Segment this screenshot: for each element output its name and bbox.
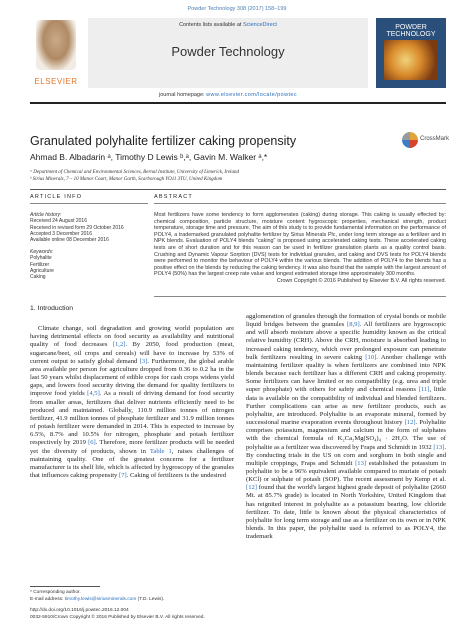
citation-link[interactable]: [13]	[433, 443, 445, 451]
footnote-divider	[30, 586, 100, 587]
abstract-bottom-divider	[154, 296, 446, 297]
keyword-item: Fertilizer	[30, 261, 50, 268]
paragraph-text: agglomeration of granules through the formation of crystal bonds or mobile liquid bridges between the granules	[246, 313, 446, 329]
crossmark-icon	[402, 132, 418, 148]
email-label: E-mail address:	[30, 597, 65, 602]
sciencedirect-link[interactable]: ScienceDirect	[242, 22, 277, 28]
journal-masthead	[30, 18, 446, 98]
citation-link[interactable]: [4,5]	[87, 390, 100, 398]
contents-prefix: Contents lists available at	[179, 22, 243, 28]
article-info-divider	[30, 203, 148, 204]
footnote-corresponding: * Corresponding author.	[30, 590, 81, 595]
affiliation-a: ᵃ Department of Chemical and Environmental Sciences, Bernal Institute, University of Limerick, Ireland	[30, 170, 239, 175]
citation-link[interactable]: [1,2]	[112, 341, 126, 349]
citation-link[interactable]: [10]	[365, 353, 377, 361]
paragraph-text: . As a result of driving demand for food security from smaller areas, fertilizers that deliver nutrients efficiently need to be produced and maintained. Globally, 110.9 million tonnes of nitrogen fertilizer, 41.9 million tonnes of phosphate fertilizer and 31.9 million tonnes of potash fertilizer were demanded in 2014. This is expected to increase by 6.5%, 8.7% and 10.5% for nitrogen, phosphate and potash fertilizer respectively by 2019	[30, 390, 234, 447]
cover-title: POWDER TECHNOLOGY	[386, 24, 436, 38]
cover-image	[384, 40, 438, 80]
citation-link[interactable]: [13]	[355, 459, 367, 467]
masthead-divider	[30, 102, 446, 104]
abstract-body	[154, 212, 446, 285]
abstract-copyright: Crown Copyright © 2016 Published by Elsevier B.V. All rights reserved.	[276, 277, 446, 284]
citation-link[interactable]: [6]	[88, 439, 96, 447]
article-info-heading: ARTICLE INFO	[30, 194, 83, 200]
paragraph-text: , raises challenges of maintaining quality. One of the greatest concerns for a fertilizer manufacturer is its shelf life, which is affected by hygroscopy of the granules that influences caking propensity	[30, 447, 234, 479]
doi-link[interactable]: http://dx.doi.org/10.1016/j.powtec.2016.12.004	[30, 608, 129, 613]
history-received: Received 24 August 2016	[30, 218, 87, 225]
paragraph-text: Climate change, soil degradation and growing world population are having detrimental effects on food security as availability and nutritional quality of food decreases	[30, 325, 234, 349]
citation-link[interactable]: [11]	[418, 386, 430, 394]
history-accepted: Accepted 3 December 2016	[30, 230, 92, 237]
keywords-label: Keywords:	[30, 249, 54, 255]
paragraph-text: . By conducting trials in the US on corn and sorghum in both single and multiple croppings, Fraps and Schmidt	[246, 443, 446, 467]
paragraph-text: established the potassium in polyhalite to be a 96% equivalent available compared to muriate of potash (KCl) or sulphate of potash (SOP). The recent assessment by Kemp et al.	[246, 459, 446, 484]
keyword-item: Caking	[30, 274, 46, 281]
paragraph-text: , little data is available on the compatibility of individual and blended fertilizers. Further complications can arise as new fertilizer products, such as polyhalite, are introduced. Polyhalite is an evaporate mineral, formed by successional marine evaporation events throughout history	[246, 386, 446, 427]
history-revised: Received in revised form 29 October 2016	[30, 224, 124, 231]
intro-paragraph-1	[30, 325, 234, 480]
paragraph-text: . Polyhalite comprises potassium, magnesium and calcium in the form of sulphates with the chemical formula of K₂Ca₂Mg(SO₄)₄ · 2H₂O. The use of polyhalite as a fertilizer was discovered by Fraps and Schmidt in 1932	[246, 419, 446, 451]
citation-link[interactable]: [3]	[139, 357, 148, 365]
author-email-link[interactable]: timothy.lewis@siriusminerals.com	[64, 597, 137, 602]
paragraph-text: . Caking of fertilizers is the undesired	[126, 471, 227, 479]
elsevier-logo[interactable]	[30, 18, 82, 88]
paragraph-text: . All fertilizers are hygroscopic and will absorb moisture above a specific humidity known as the critical relative humidity (CRH). Above the CRH, moisture is absorbed leading to increased caking tendency, which over prolonged exposure can penetrate bulk fertilizers resulting in severe caking	[246, 321, 447, 361]
citation-link[interactable]: Table 1	[149, 447, 172, 455]
abstract-heading: ABSTRACT	[154, 194, 193, 200]
email-suffix: (T.D. Lewis).	[136, 597, 165, 602]
homepage-prefix: journal homepage:	[159, 92, 207, 98]
body-column-left	[30, 305, 234, 480]
elsevier-tree-icon	[36, 20, 76, 70]
contents-line	[88, 22, 368, 28]
crossmark-label: CrossMark	[420, 136, 450, 142]
keyword-item: Polyhalite	[30, 255, 52, 262]
author-list[interactable]: Ahmad B. Albadarin ᵃ, Timothy D Lewis ᵇ,ᵃ, Gavin M. Walker ᵃ,*	[30, 152, 268, 162]
journal-homepage-link[interactable]: www.elsevier.com/locate/powtec	[206, 92, 297, 98]
keyword-item: Agriculture	[30, 267, 54, 274]
citation-link[interactable]: [12]	[404, 419, 416, 427]
citation-link[interactable]: [7]	[119, 471, 127, 479]
homepage-line	[88, 92, 368, 98]
journal-title[interactable]: Powder Technology	[171, 44, 285, 59]
section-heading-introduction: 1. Introduction	[30, 305, 74, 312]
header-divider	[30, 189, 446, 190]
body-column-right	[246, 313, 446, 541]
keywords-block	[30, 249, 148, 280]
citation-link[interactable]: [8,9]	[347, 321, 360, 329]
paragraph-text: . Another challenge with maintaining fertilizer quality is when fertilizers are combined into NPK blends because each fertilizer has a different CRH and caking propensity. Some fertilizers can have limited or no compatibility (e.g. urea and triple super phosphate) with others for safety and chemical reasons	[246, 353, 446, 394]
crossmark-badge[interactable]	[402, 130, 450, 150]
journal-cover-thumbnail[interactable]	[376, 18, 446, 88]
footnote-email	[30, 597, 250, 603]
paragraph-text: . Therefore, more fertilizer products will be needed yet the diversity of products, shown in	[30, 439, 234, 455]
citation-link[interactable]: [12]	[246, 484, 257, 492]
paragraph-text: . Furthermore, the global arable area available per person for agriculture dropped from 0.36 to 0.2 ha in the last 50 years whilst displacement of edible crops for cash crops widens yield gaps, and lowers food security driving the demand for quality fertilizers to improve food yields	[30, 357, 234, 398]
affiliations	[30, 169, 446, 183]
abstract-text: Most fertilizers have some tendency to form agglomerates (caking) during storage. This caking is usually effected by: chemical composition, particle structure, moisture content hygroscopic properties, mechanical strength, product temperature, storage time and pressure. The aim of this study is to provide fundamental information on the performance of POLY4, a trademarked granulated polyhalite fertilizer by Sirius Minerals Plc, under long term storage as a fertilizer and in NPK blends. Evaluation of POLY4 blends "caking" is proposed using accelerated caking tests. These accelerated caking tests are of short duration and for this reason can be used in fertilizer granulation plants as a quality control basis. Crushing and Dynamic Vapour Sorption (DVS) tests for individual granules, and caking and DVS tests for POLY4 blends were performed to monitor the behaviour of POLY4 within the various blends. The addition of POLY4 to the blends has a positive effect on the blends by reducing the caking tendency. It was also found that the sample with the largest amount of POLY4 (50%) has the largest creep rate value and longest estimated storage time approximately 300 months.	[154, 212, 446, 278]
history-label: Article history:	[30, 212, 62, 218]
abstract-divider	[154, 203, 446, 204]
elsevier-wordmark: ELSEVIER	[34, 77, 78, 86]
paragraph-text: found that the world's largest highest grade deposit of polyhalite (2660 Mt. at 85.7% grade) is located in North Yorkshire, United Kingdom that has reignited interest in polyhalite as a potassium bearing, low chloride fertilizer. To date, little is known about the physical characteristics of polyhalite for long term storage and use as a fertilizer on its own or in NPK blends. In this paper, the polyhalite used is referred to as POLY4, the trademark	[246, 484, 446, 541]
history-online: Available online 08 December 2016	[30, 237, 109, 244]
masthead-center	[88, 18, 368, 98]
article-history	[30, 212, 148, 243]
affiliation-b: ᵇ Sirius Minerals, 7 – 10 Manor Court, Manor Garth, Scarborough YO11 3TU, United Kingdom	[30, 177, 223, 182]
journal-citation-line[interactable]: Powder Technology 308 (2017) 158–199	[187, 6, 287, 12]
intro-paragraph-continued	[246, 313, 446, 541]
paragraph-text: . By 2050, food production (meat, sugarcane/beet, oil crops and cereals) will have to increase by 53% of current output to satisfy global demand	[30, 341, 235, 365]
article-title: Granulated polyhalite fertilizer caking propensity	[30, 134, 297, 148]
issn-line: 0032-5910/Crown Copyright © 2016 Published by Elsevier B.V. All rights reserved.	[30, 615, 205, 620]
